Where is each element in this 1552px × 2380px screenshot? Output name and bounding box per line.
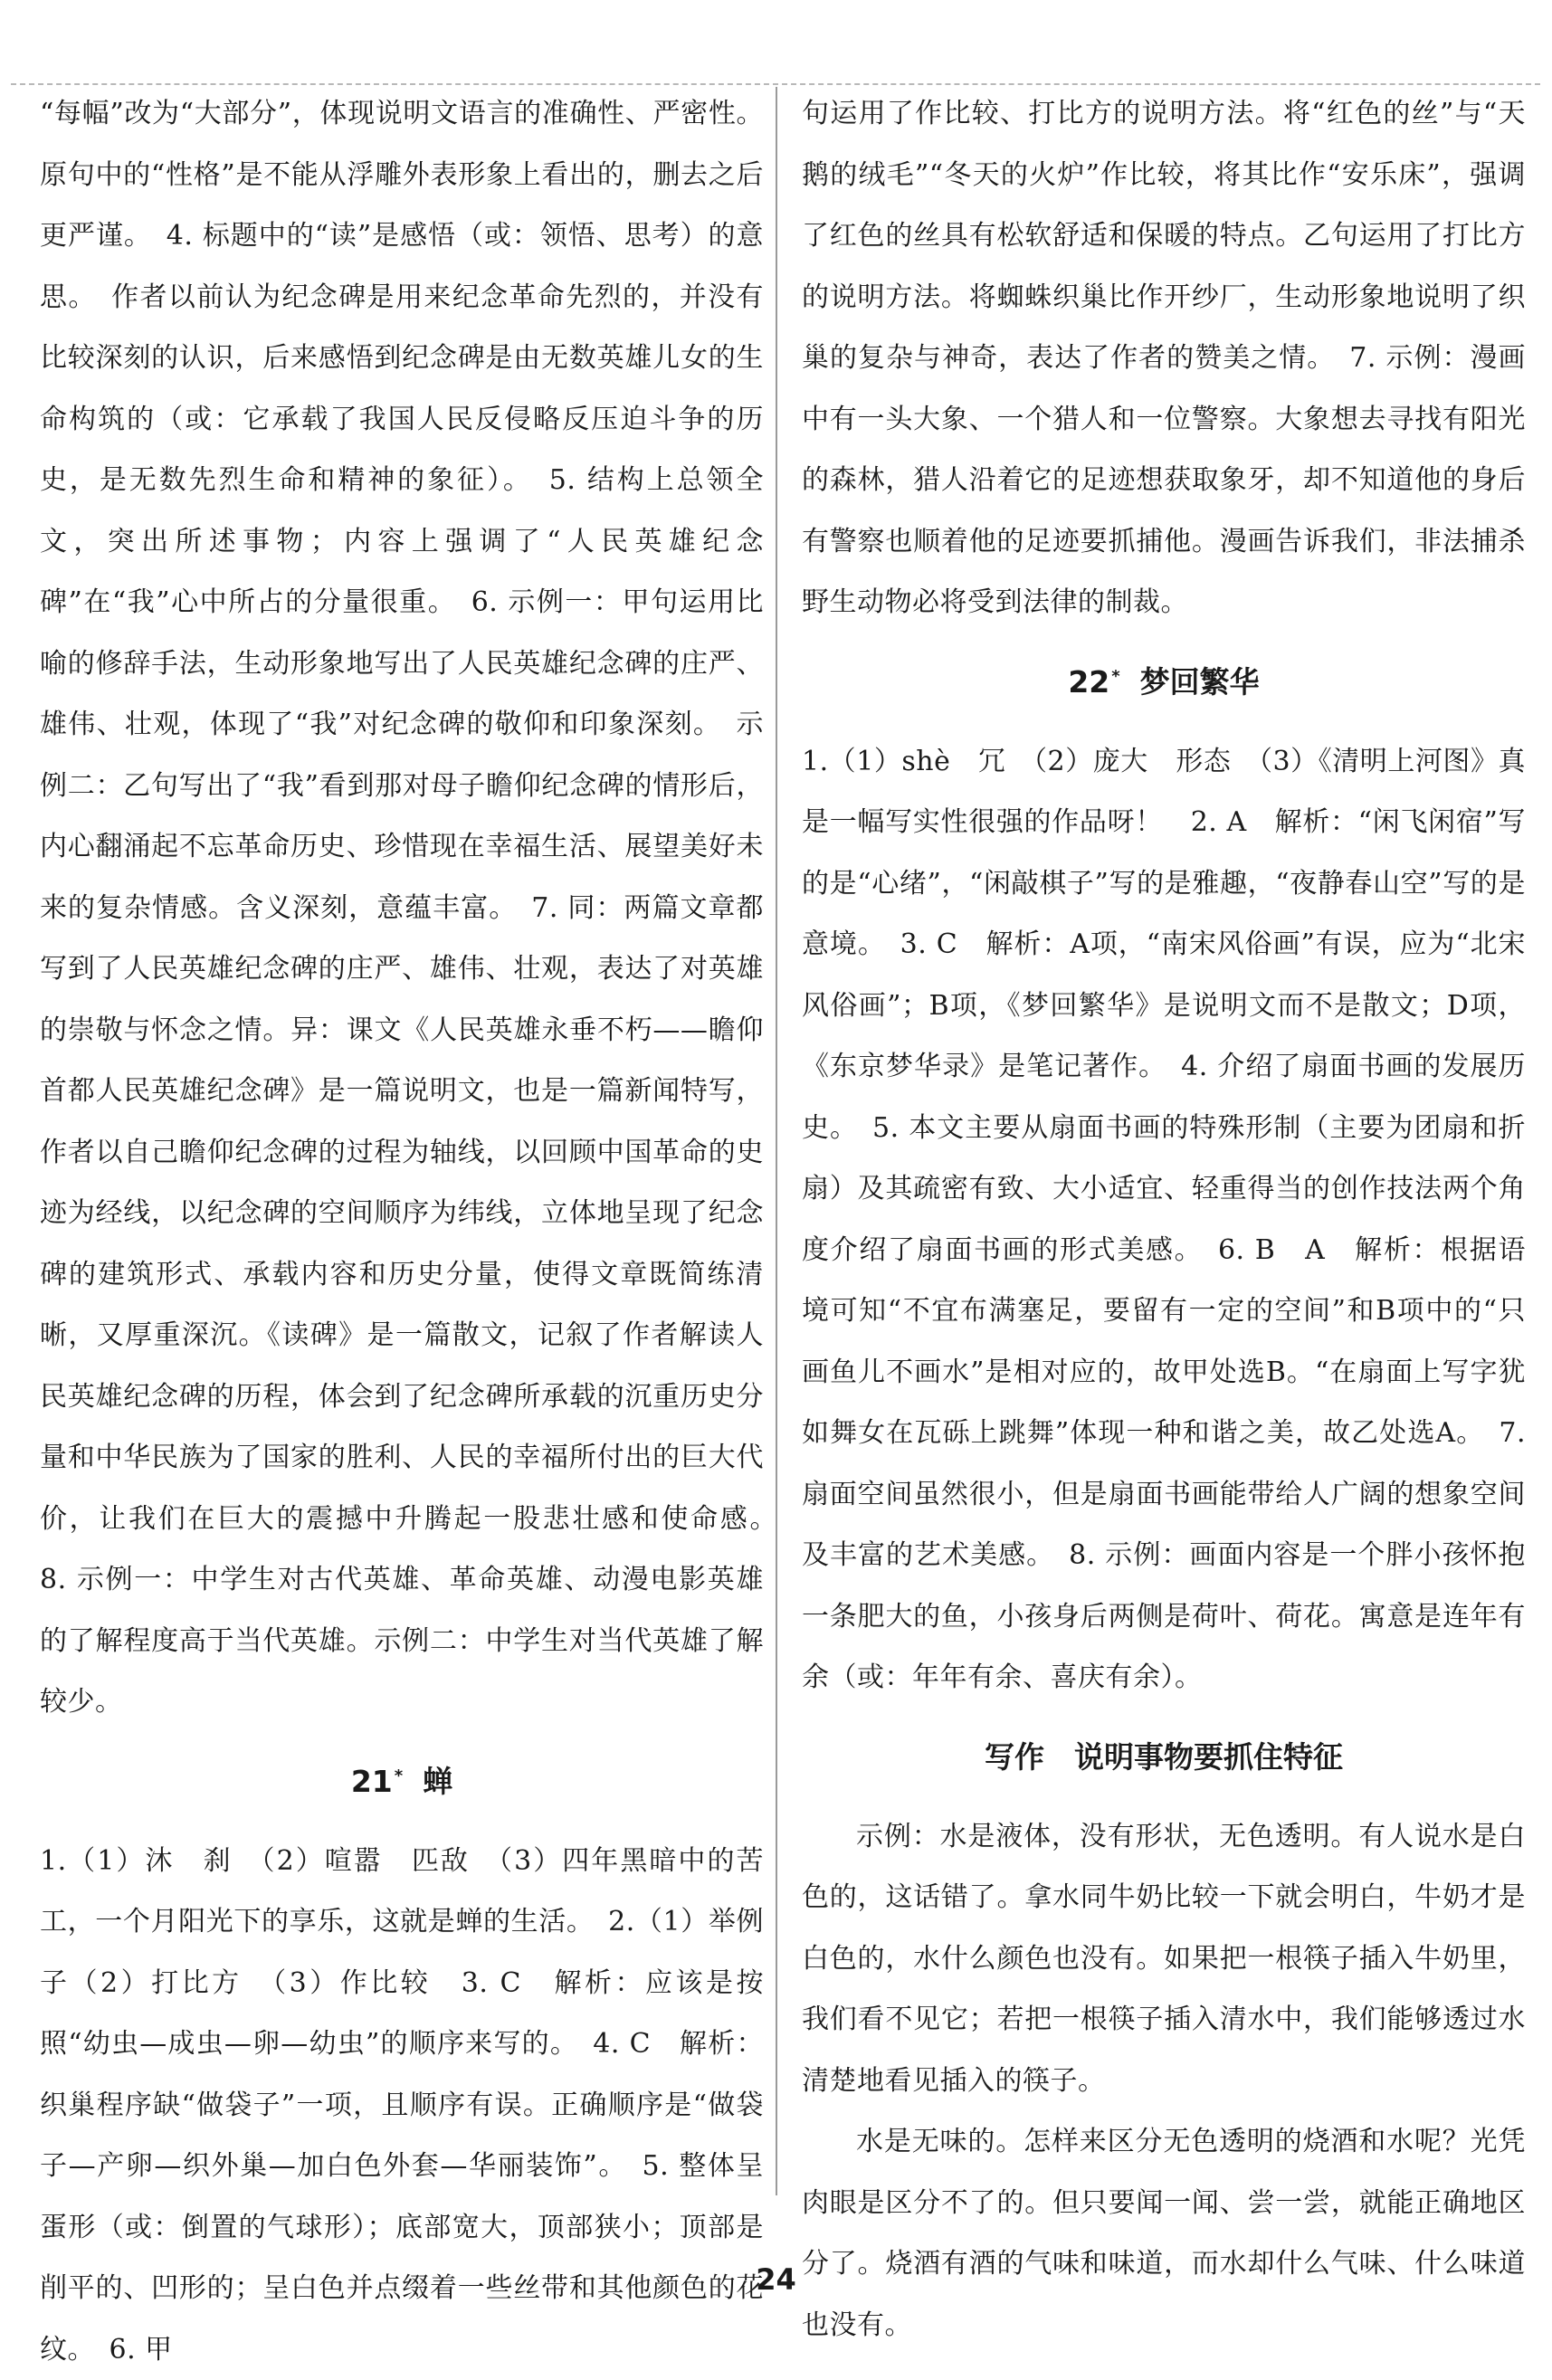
heading-asterisk: * bbox=[395, 1766, 403, 1785]
section-heading-writing: 写作 说明事物要抓住特征 bbox=[802, 1709, 1526, 1806]
column-divider bbox=[776, 87, 777, 2195]
right-column bbox=[802, 83, 1526, 2356]
answer-text-block: “每幅”改为“大部分”，体现说明文语言的准确性、严密性。原句中的“性格”是不能从浮雕外表形象上看出的，删去之后更严谨。 4. 标题中的“读”是感悟（或：领悟、思考）的意思。 作者以前认为纪念碑是用来纪念革命先烈的，并没有比较深刻的认识，后来感悟到纪念碑是由无数英雄儿女的生命构筑的（或：它承载了我国人民反侵略反压迫斗争的历史，是无数先烈生命和精神的象征）。 5. 结构上总领全文，突出所述事物；内容上强调了“人民英雄纪念碑”在“我”心中所占的分量很重。 6. 示例一：甲句运用比喻的修辞手法，生动形象地写出了人民英雄纪念碑的庄严、雄伟、壮观，体现了“我”对纪念碑的敬仰和印象深刻。 示例二：乙句写出了“我”看到那对母子瞻仰纪念碑的情形后，内心翻涌起不忘革命历史、珍惜现在幸福生活、展望美好未来的复杂情感。含义深刻，意蕴丰富。 7. 同：两篇文章都写到了人民英雄纪念碑的庄严、雄伟、壮观，表达了对英雄的崇敬与怀念之情。异：课文《人民英雄永垂不朽——瞻仰首都人民英雄纪念碑》是一篇说明文，也是一篇新闻特写，作者以自己瞻仰纪念碑的过程为轴线，以回顾中国革命的史迹为经线，以纪念碑的空间顺序为纬线，立体地呈现了纪念碑的建筑形式、承载内容和历史分量，使得文章既简练清晰，又厚重深沉。《读碑》是一篇散文，记叙了作者解读人民英雄纪念碑的历程，体会到了纪念碑所承载的沉重历史分量和中华民族为了国家的胜利、人民的幸福所付出的巨大代价，让我们在巨大的震撼中升腾起一股悲壮感和使命感。 8. 示例一：中学生对古代英雄、革命英雄、动漫电影英雄的了解程度高于当代英雄。示例二：中学生对当代英雄了解较少。 bbox=[40, 83, 764, 1733]
essay-paragraph: 水是无味的。怎样来区分无色透明的烧酒和水呢？光凭肉眼是区分不了的。但只要闻一闻、尝一尝，就能正确地区分了。烧酒有酒的气味和味道，而水却什么气味、什么味道也没有。 bbox=[802, 2111, 1526, 2356]
answer-text-block: 1.（1）shè 冗 （2）庞大 形态 （3）《清明上河图》真是一幅写实性很强的作品呀！ 2. A 解析：“闲飞闲宿”写的是“心绪”，“闲敲棋子”写的是雅趣，“夜静春山空”写的是意境。 3. C 解析：A项，“南宋风俗画”有误，应为“北宋风俗画”；B项，《梦回繁华》是说明文而不是散文；D项，《东京梦华录》是笔记著作。 4. 介绍了扇面书画的发展历史。 5. 本文主要从扇面书画的特殊形制（主要为团扇和折扇）及其疏密有致、大小适宜、轻重得当的创作技法两个角度介绍了扇面书画的形式美感。 6. B A 解析：根据语境可知“不宜布满塞足，要留有一定的空间”和B项中的“只画鱼儿不画水”是相对应的，故甲处选B。“在扇面上写字犹如舞女在瓦砾上跳舞”体现一种和谐之美，故乙处选A。 7. 扇面空间虽然很小，但是扇面书画能带给人广阔的想象空间及丰富的艺术美感。 8. 示例：画面内容是一个胖小孩怀抱一条肥大的鱼，小孩身后两侧是荷叶、荷花。寓意是连年有余（或：年年有余、喜庆有余）。 bbox=[802, 731, 1526, 1709]
answer-text-block: 1.（1）沐 刹 （2）喧嚣 匹敌 （3）四年黑暗中的苦工，一个月阳光下的享乐，这就是蝉的生活。 2.（1）举例子（2）打比方 （3）作比较 3. C 解析：应该是按照“幼虫—成虫—卵—幼虫”的顺序来写的。 4. C 解析：织巢程序缺“做袋子”一项，且顺序有误。正确顺序是“做袋子—产卵—织外巢—加白色外套—华丽装饰”。 5. 整体呈蛋形（或：倒置的气球形）；底部宽大，顶部狭小；顶部是削平的、凹形的；呈白色并点缀着一些丝带和其他颜色的花纹。 6. 甲 bbox=[40, 1831, 764, 2380]
heading-title: 梦回繁华 bbox=[1140, 664, 1260, 700]
heading-number: 21 bbox=[351, 1764, 393, 1799]
essay-paragraph: 示例：水是液体，没有形状，无色透明。有人说水是白色的，这话错了。拿水同牛奶比较一下就会明白，牛奶才是白色的，水什么颜色也没有。如果把一根筷子插入牛奶里，我们看不见它；若把一根筷子插入清水中，我们能够透过水清楚地看见插入的筷子。 bbox=[802, 1806, 1526, 2112]
answer-text-block: 句运用了作比较、打比方的说明方法。将“红色的丝”与“天鹅的绒毛”“冬天的火炉”作比较，将其比作“安乐床”，强调了红色的丝具有松软舒适和保暖的特点。乙句运用了打比方的说明方法。将蜘蛛织巢比作开纱厂，生动形象地说明了织巢的复杂与神奇，表达了作者的赞美之情。 7. 示例：漫画中有一头大象、一个猎人和一位警察。大象想去寻找有阳光的森林，猎人沿着它的足迹想获取象牙，却不知道他的身后有警察也顺着他的足迹要抓捕他。漫画告诉我们，非法捕杀野生动物必将受到法律的制裁。 bbox=[802, 83, 1526, 633]
heading-title: 蝉 bbox=[423, 1764, 452, 1799]
section-heading-22 bbox=[802, 633, 1526, 731]
left-column bbox=[40, 83, 764, 2380]
heading-number: 22 bbox=[1068, 664, 1109, 700]
heading-asterisk: * bbox=[1111, 667, 1119, 686]
section-heading-21 bbox=[40, 1733, 764, 1831]
page-number: 24 bbox=[0, 2262, 1552, 2297]
